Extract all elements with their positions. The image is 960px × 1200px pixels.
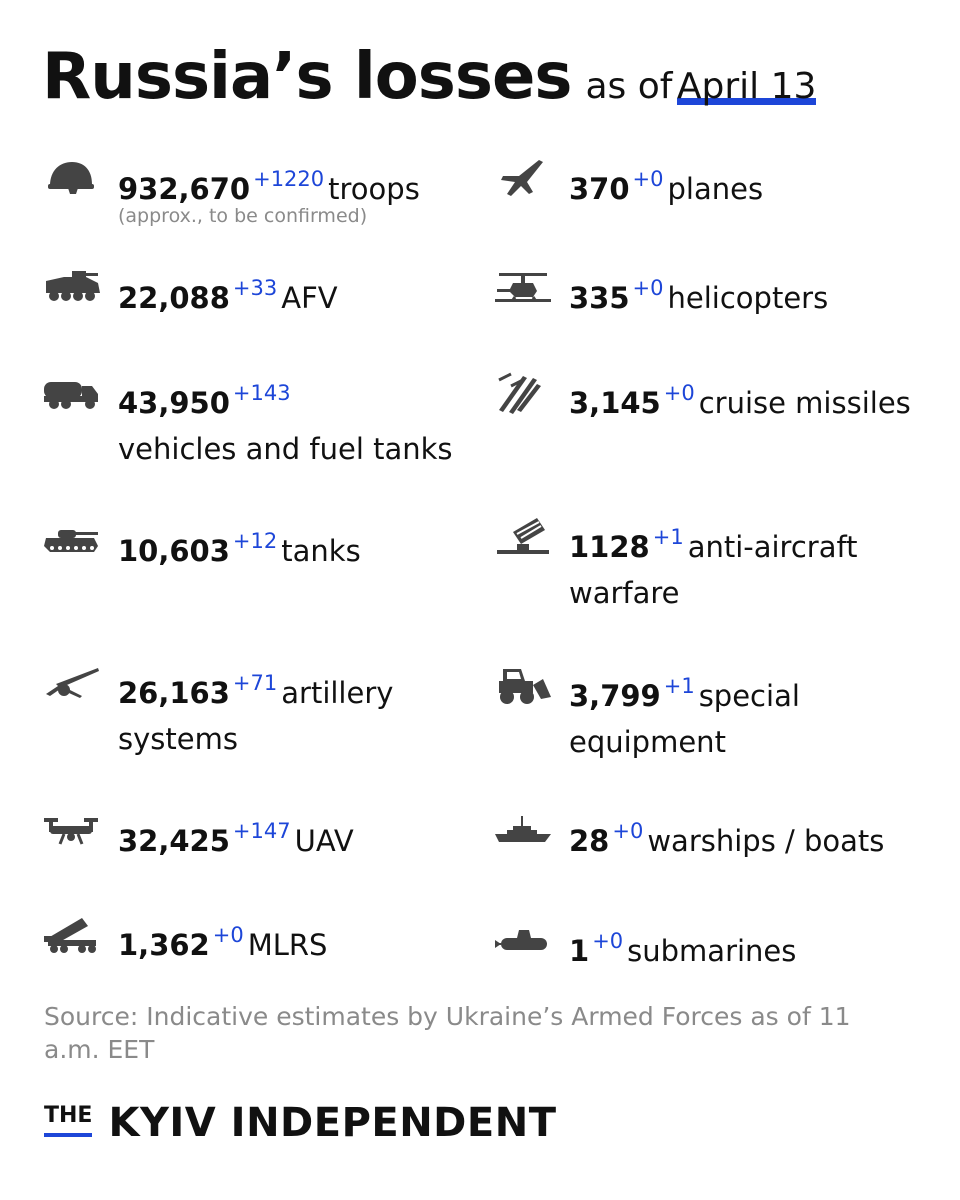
artillery-icon bbox=[42, 660, 102, 704]
stat-label: vehicles and fuel tanks bbox=[118, 432, 453, 466]
stat-label: UAV bbox=[294, 824, 354, 858]
stat-label: helicopters bbox=[667, 281, 829, 315]
stat-delta: +33 bbox=[232, 276, 278, 300]
stat-value: 1128 bbox=[569, 530, 650, 564]
date-label bbox=[677, 66, 817, 107]
anti-aircraft-icon bbox=[493, 514, 553, 558]
header bbox=[42, 40, 816, 114]
stat-value: 28 bbox=[569, 824, 610, 858]
stat-value: 3,145 bbox=[569, 386, 661, 420]
stat-value: 932,670 bbox=[118, 172, 251, 206]
stat-value: 32,425 bbox=[118, 824, 230, 858]
submarine-icon bbox=[493, 918, 553, 962]
brand-logo bbox=[44, 1100, 556, 1146]
stat-delta: +0 bbox=[212, 923, 244, 947]
truck-icon bbox=[42, 370, 102, 414]
stat-label: submarines bbox=[627, 934, 797, 968]
brand-the-bar bbox=[44, 1133, 92, 1137]
stat-label: tanks bbox=[281, 534, 361, 568]
stat-label: special equipment bbox=[569, 679, 800, 759]
stat-label: MLRS bbox=[247, 928, 328, 962]
stat-delta: +12 bbox=[232, 529, 278, 553]
stat-delta: +0 bbox=[612, 819, 644, 843]
warship-icon bbox=[493, 808, 553, 852]
stat-value: 43,950 bbox=[118, 386, 230, 420]
stat-label: troops bbox=[328, 172, 420, 206]
stat-label: cruise missiles bbox=[698, 386, 911, 420]
stat-value: 335 bbox=[569, 281, 630, 315]
stat-value: 3,799 bbox=[569, 679, 661, 713]
stat-delta: +71 bbox=[232, 671, 278, 695]
afv-icon bbox=[42, 265, 102, 309]
stat-label: AFV bbox=[281, 281, 338, 315]
page-subtitle: as of bbox=[585, 66, 673, 107]
stat-delta: +0 bbox=[632, 167, 664, 191]
mlrs-icon bbox=[42, 912, 102, 956]
stat-delta: +0 bbox=[663, 381, 695, 405]
stat-value: 370 bbox=[569, 172, 630, 206]
date-text: April 13 bbox=[676, 66, 817, 107]
stat-label: planes bbox=[667, 172, 764, 206]
stat-delta: +0 bbox=[592, 929, 624, 953]
stat-delta: +143 bbox=[232, 381, 291, 405]
stat-value: 1,362 bbox=[118, 928, 210, 962]
stat-label: warships / boats bbox=[647, 824, 885, 858]
source-note: Source: Indicative estimates by Ukraine’s Armed Forces as of 11 a.m. EET bbox=[44, 1002, 851, 1064]
stat-value: 26,163 bbox=[118, 676, 230, 710]
stat-delta: +147 bbox=[232, 819, 291, 843]
stat-value: 10,603 bbox=[118, 534, 230, 568]
stat-delta: +0 bbox=[632, 276, 664, 300]
plane-icon bbox=[493, 156, 553, 200]
stat-value: 1 bbox=[569, 934, 590, 968]
stat-value: 22,088 bbox=[118, 281, 230, 315]
brand-the-text: THE bbox=[44, 1103, 93, 1128]
helicopter-icon bbox=[493, 265, 553, 309]
special-equipment-icon bbox=[493, 663, 553, 707]
stat-delta: +1 bbox=[652, 525, 684, 549]
stat-note: (approx., to be confirmed) bbox=[118, 205, 368, 227]
stat-label: anti-aircraft warfare bbox=[569, 530, 858, 610]
stat-delta: +1 bbox=[663, 674, 695, 698]
drone-icon bbox=[42, 808, 102, 852]
brand-name: KYIV INDEPENDENT bbox=[108, 1100, 557, 1146]
helmet-icon bbox=[42, 156, 102, 200]
stat-label: artillery systems bbox=[118, 676, 394, 756]
cruise-missile-icon bbox=[493, 370, 553, 414]
brand-the bbox=[44, 1103, 92, 1128]
page-title: Russia’s losses bbox=[42, 40, 572, 114]
stat-delta: +1220 bbox=[253, 167, 325, 191]
tank-icon bbox=[42, 518, 102, 562]
